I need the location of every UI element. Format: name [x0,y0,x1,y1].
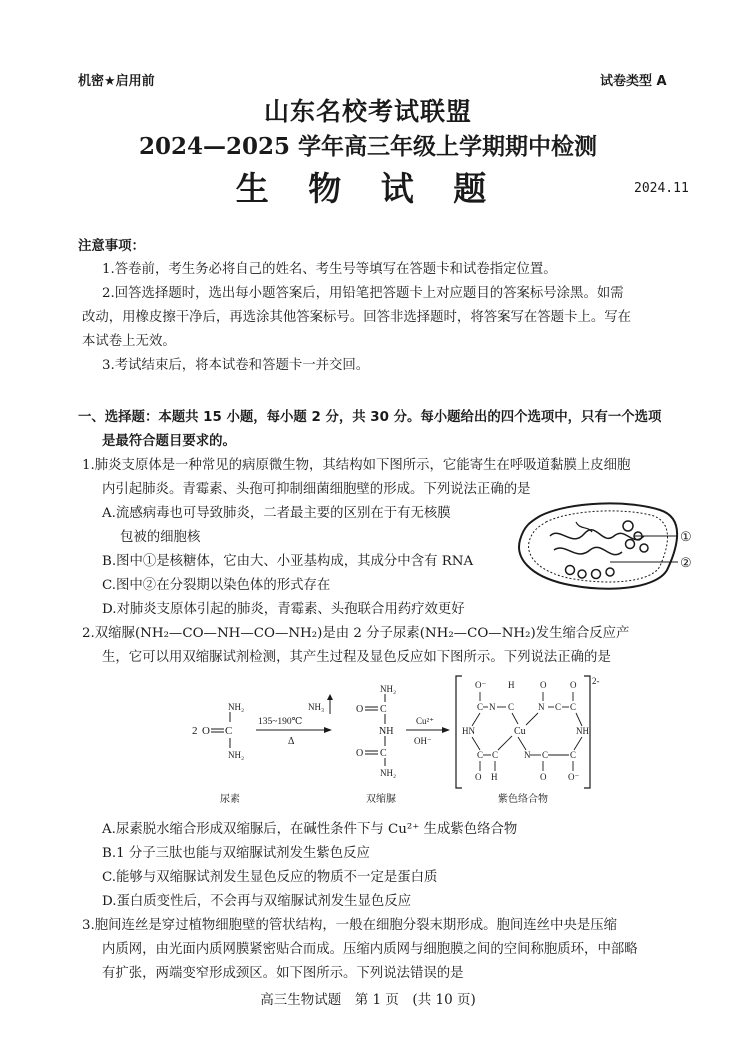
page-footer: 高三生物试题 第 1 页 (共 10 页) [260,992,476,1008]
notice-item-3: 3.考试结束后，将本试卷和答题卡一并交回。 [102,358,370,373]
q2-stem: 2.双缩脲(NH₂—CO—NH—CO—NH₂)是由 2 分子尿素(NH₂—CO—NH₂)发生缩合反应产 [82,626,630,641]
complex-o-top-2: O [570,680,577,690]
section-heading-cont: 是最符合题目要求的。 [102,434,236,449]
complex-c-2: C [508,702,515,712]
complex-caption: 紫色络合物 [498,794,548,805]
complex-o-bottom-1: O [475,772,482,782]
q3-stem: 3.胞间连丝是穿过植物细胞壁的管状结构，一般在细胞分裂末期形成。胞间连丝中央是压缩 [82,918,618,933]
biuret-c-1: C [380,704,387,715]
q3-stem-cont-2: 有扩张，两端变窄形成颈区。如下图所示。下列说法错误的是 [102,966,464,981]
complex-c-8: C [570,750,577,760]
q2-option-b: B.1 分子三肽也能与双缩脲试剂发生紫色反应 [102,846,370,861]
complex-c-6: C [492,750,499,760]
complex-o-minus-bottom: O⁻ [568,772,580,782]
q2-stem-cont: 生，它可以用双缩脲试剂检测，其产生过程及显色反应如下图所示。下列说法正确的是 [102,650,611,665]
biuret-nh: NH [379,726,394,737]
notice-item-2-end: 本试卷上无效。 [82,334,176,349]
complex-c-4: C [570,702,577,712]
urea-c: C [225,725,233,737]
complex-nh: NH [576,726,589,736]
biuret-c-2: C [380,748,387,759]
label-2: ② [680,555,692,570]
complex-h-top: H [508,680,515,690]
urea-nh2-bottom: NH₂ [228,750,245,760]
complex-hn: HN [462,726,475,736]
q2-option-a: A.尿素脱水缩合形成双缩脲后，在碱性条件下与 Cu²⁺ 生成紫色络合物 [102,822,518,837]
q2-option-c: C.能够与双缩脲试剂发生显色反应的物质不一定是蛋白质 [102,870,438,885]
ammonia-label: NH₃ [308,702,325,712]
q2-option-d: D.蛋白质变性后，不会再与双缩脲试剂发生显色反应 [102,894,412,909]
urea-caption: 尿素 [220,794,240,805]
notice-item-2-cont: 改动，用橡皮擦干净后，再选涂其他答案标号。回答非选择题时，将答案写在答题卡上。写在 [82,310,632,325]
complex-c-5: C [477,750,484,760]
complex-charge: 2- [592,676,600,686]
complex-n-2: N [538,702,545,712]
reaction-temperature: 135~190℃ [258,717,303,727]
urea-nh2-top: NH₂ [228,702,245,712]
biuret-caption: 双缩脲 [366,794,396,805]
q1-option-d: D.对肺炎支原体引起的肺炎，青霉素、头孢联合用药疗效更好 [102,602,465,617]
biuret-o-2: O [356,748,364,759]
biuret-nh2-top: NH₂ [380,684,397,694]
notice-heading: 注意事项： [78,238,145,254]
section-heading: 一、选择题：本题共 15 小题，每小题 2 分，共 30 分。每小题给出的四个选项中，只有一个选项 [78,410,662,425]
complex-h-bottom: H [491,772,498,782]
complex-o-minus-top: O⁻ [475,680,487,690]
notice-item-2: 2.回答选择题时，选出每小题答案后，用铅笔把答题卡上对应题目的答案标号涂黑。如需 [102,286,624,301]
q3-stem-cont-1: 内质网，由光面内质网膜紧密贴合而成。压缩内质网与细胞膜之间的空间称胞质环，中部略 [102,942,638,957]
complex-o-top-1: O [540,680,547,690]
label-1: ① [680,529,692,544]
coefficient: 2 [192,725,198,737]
notice-item-1: 1.答卷前，考生务必将自己的姓名、考生号等填写在答题卡和试卷指定位置。 [102,262,557,277]
complex-o-bottom-2: O [540,772,547,782]
complex-n-1: N [489,702,496,712]
alliance-title: 山东名校考试联盟 [263,97,472,126]
q1-option-a-cont: 包被的细胞核 [120,530,201,545]
biuret-nh2-bottom: NH₂ [380,768,397,778]
confidential-label: 机密★启用前 [78,74,155,89]
complex-n-3: N [524,750,531,760]
hydroxide-label: OH⁻ [414,736,432,746]
q1-option-c: C.图中②在分裂期以染色体的形式存在 [102,578,331,593]
biuret-reaction-diagram [180,670,600,810]
copper-ion-label: Cu²⁺ [416,716,434,726]
biuret-o-1: O [356,704,364,715]
q1-option-a: A.流感病毒也可导致肺炎，二者最主要的区别在于有无核膜 [102,506,451,521]
urea-o: O [202,725,210,737]
exam-title: 2024—2025 学年高三年级上学期期中检测 [138,133,598,160]
complex-c-7: C [542,750,549,760]
exam-date: 2024.11 [634,181,689,196]
mycoplasma-diagram [510,496,710,596]
paper-type-label: 试卷类型 A [600,74,667,89]
subject-title: 生 物 试 题 [235,169,501,208]
heat-symbol: Δ [288,736,295,747]
complex-c-3: C [555,702,562,712]
complex-cu: Cu [514,726,526,737]
q1-stem-cont: 内引起肺炎。青霉素、头孢可抑制细菌细胞壁的形成。下列说法正确的是 [102,482,531,497]
q1-stem: 1.肺炎支原体是一种常见的病原微生物，其结构如下图所示，它能寄生在呼吸道黏膜上皮细胞 [82,458,631,473]
q1-option-b: B.图中①是核糖体，它由大、小亚基构成，其成分中含有 RNA [102,554,474,569]
complex-c-1: C [477,702,484,712]
